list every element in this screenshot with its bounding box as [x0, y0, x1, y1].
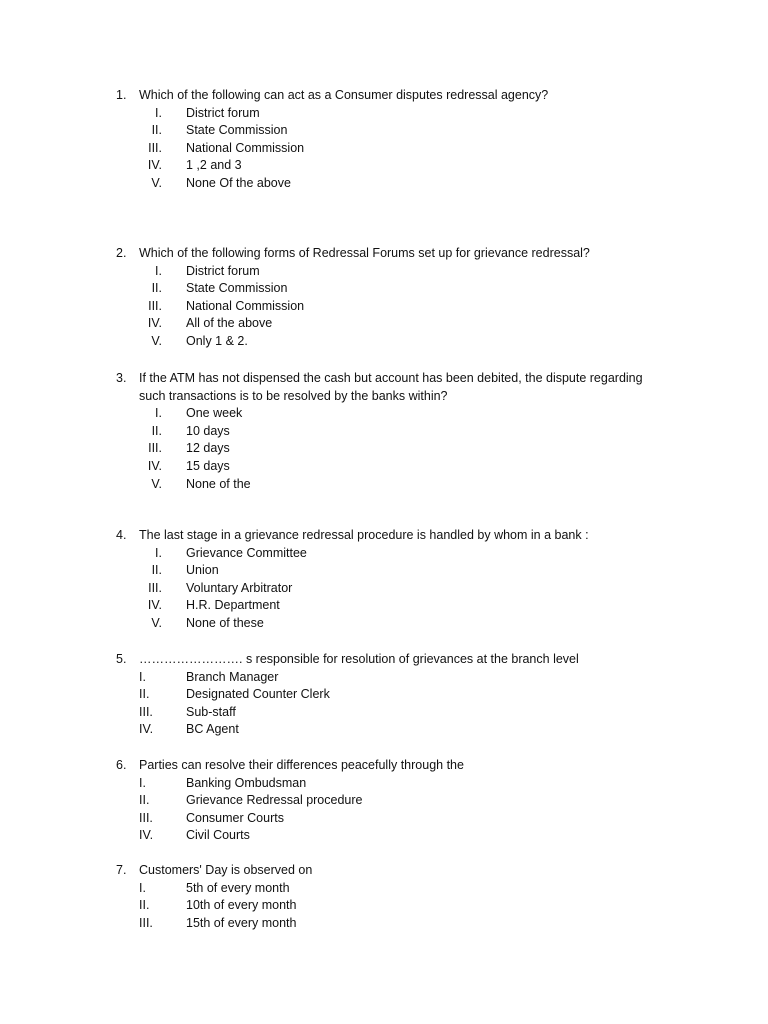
option-numeral: II.: [139, 793, 150, 808]
option-item: [0, 880, 768, 898]
question-number: 3.: [116, 371, 127, 385]
option-item: [0, 315, 768, 333]
question-number: 1.: [116, 88, 127, 102]
option-numeral: IV.: [139, 828, 154, 843]
question-3: [0, 370, 768, 493]
option-item: [0, 704, 768, 722]
option-item: [0, 615, 768, 633]
option-text: State Commission: [186, 281, 288, 296]
option-text: Voluntary Arbitrator: [186, 580, 293, 595]
option-text: Branch Manager: [186, 669, 279, 684]
question-text: Which of the following forms of Redressal Forums set up for grievance redressal?: [139, 246, 590, 260]
option-text: Banking Ombudsman: [186, 775, 307, 790]
question-4: [0, 527, 768, 633]
option-numeral: II.: [151, 563, 162, 578]
option-item: [0, 915, 768, 933]
question-text: ……………………. s responsible for resolution of grievances at the branch level: [139, 652, 579, 666]
option-numeral: III.: [148, 441, 162, 456]
option-numeral: I.: [139, 775, 146, 790]
question-number: 2.: [116, 246, 127, 260]
option-numeral: II.: [151, 423, 162, 438]
option-text: 10th of every month: [186, 898, 297, 913]
option-text: Grievance Redressal procedure: [186, 793, 363, 808]
option-numeral: IV.: [139, 722, 154, 737]
option-numeral: IV.: [147, 316, 162, 331]
option-item: [0, 897, 768, 915]
option-text: None of the: [186, 476, 251, 491]
option-item: [0, 476, 768, 494]
option-numeral: I.: [139, 669, 146, 684]
option-numeral: V.: [151, 333, 162, 348]
option-text: Only 1 & 2.: [186, 333, 248, 348]
option-numeral: IV.: [147, 458, 162, 473]
option-numeral: IV.: [147, 598, 162, 613]
option-numeral: I.: [155, 105, 162, 120]
option-item: [0, 140, 768, 158]
option-numeral: V.: [151, 476, 162, 491]
option-item: [0, 157, 768, 175]
option-text: 1 ,2 and 3: [186, 158, 242, 173]
option-text: BC Agent: [186, 722, 239, 737]
question-line: [0, 527, 768, 545]
option-text: Grievance Committee: [186, 545, 307, 560]
option-item: [0, 775, 768, 793]
option-text: 15 days: [186, 458, 230, 473]
question-line: [0, 757, 768, 775]
option-item: [0, 580, 768, 598]
option-numeral: III.: [139, 704, 153, 719]
option-item: [0, 280, 768, 298]
option-numeral: II.: [151, 123, 162, 138]
option-item: [0, 545, 768, 563]
option-text: 15th of every month: [186, 915, 297, 930]
option-numeral: II.: [139, 898, 150, 913]
question-text: Customers' Day is observed on: [139, 863, 313, 877]
option-text: Consumer Courts: [186, 810, 284, 825]
option-numeral: III.: [139, 915, 153, 930]
option-text: H.R. Department: [186, 598, 280, 613]
option-text: None of these: [186, 615, 264, 630]
question-line: [0, 388, 768, 406]
question-text: If the ATM has not dispensed the cash but account has been debited, the dispute regarding: [139, 371, 643, 385]
option-numeral: I.: [139, 880, 146, 895]
question-7: [0, 862, 768, 932]
option-item: [0, 562, 768, 580]
option-item: [0, 405, 768, 423]
question-line: [0, 862, 768, 880]
option-item: [0, 333, 768, 351]
option-numeral: II.: [139, 687, 150, 702]
option-numeral: I.: [155, 406, 162, 421]
question-1: [0, 87, 768, 193]
option-item: [0, 669, 768, 687]
option-text: None Of the above: [186, 175, 291, 190]
question-number: 7.: [116, 863, 127, 877]
option-item: [0, 792, 768, 810]
question-6: [0, 757, 768, 845]
option-numeral: IV.: [147, 158, 162, 173]
option-text: 5th of every month: [186, 880, 290, 895]
option-item: [0, 458, 768, 476]
option-text: Union: [186, 563, 219, 578]
option-text: 10 days: [186, 423, 230, 438]
option-numeral: III.: [139, 810, 153, 825]
option-numeral: I.: [155, 545, 162, 560]
option-numeral: I.: [155, 263, 162, 278]
question-2: [0, 245, 768, 351]
option-text: Civil Courts: [186, 828, 250, 843]
option-item: [0, 122, 768, 140]
option-item: [0, 686, 768, 704]
option-item: [0, 423, 768, 441]
option-item: [0, 440, 768, 458]
option-numeral: II.: [151, 281, 162, 296]
question-text: The last stage in a grievance redressal procedure is handled by whom in a bank :: [139, 528, 589, 542]
option-numeral: III.: [148, 298, 162, 313]
question-text: Which of the following can act as a Consumer disputes redressal agency?: [139, 88, 549, 102]
question-text: Parties can resolve their differences peacefully through the: [139, 758, 464, 772]
question-number: 5.: [116, 652, 127, 666]
option-text: Sub-staff: [186, 704, 236, 719]
question-line: [0, 87, 768, 105]
option-item: [0, 827, 768, 845]
option-text: National Commission: [186, 140, 305, 155]
option-item: [0, 105, 768, 123]
option-numeral: III.: [148, 580, 162, 595]
option-item: [0, 298, 768, 316]
option-item: [0, 810, 768, 828]
option-text: 12 days: [186, 441, 230, 456]
option-text: District forum: [186, 263, 260, 278]
question-line: [0, 651, 768, 669]
option-text: State Commission: [186, 123, 288, 138]
question-line: [0, 370, 768, 388]
question-number: 4.: [116, 528, 127, 542]
option-text: District forum: [186, 105, 260, 120]
option-item: [0, 263, 768, 281]
option-item: [0, 721, 768, 739]
question-text: such transactions is to be resolved by the banks within?: [139, 388, 448, 403]
option-text: All of the above: [186, 316, 273, 331]
option-numeral: V.: [151, 175, 162, 190]
option-numeral: III.: [148, 140, 162, 155]
option-numeral: V.: [151, 615, 162, 630]
question-line: [0, 245, 768, 263]
option-text: National Commission: [186, 298, 305, 313]
option-item: [0, 597, 768, 615]
question-number: 6.: [116, 758, 127, 772]
question-5: [0, 651, 768, 739]
option-text: One week: [186, 406, 243, 421]
option-item: [0, 175, 768, 193]
option-text: Designated Counter Clerk: [186, 687, 330, 702]
